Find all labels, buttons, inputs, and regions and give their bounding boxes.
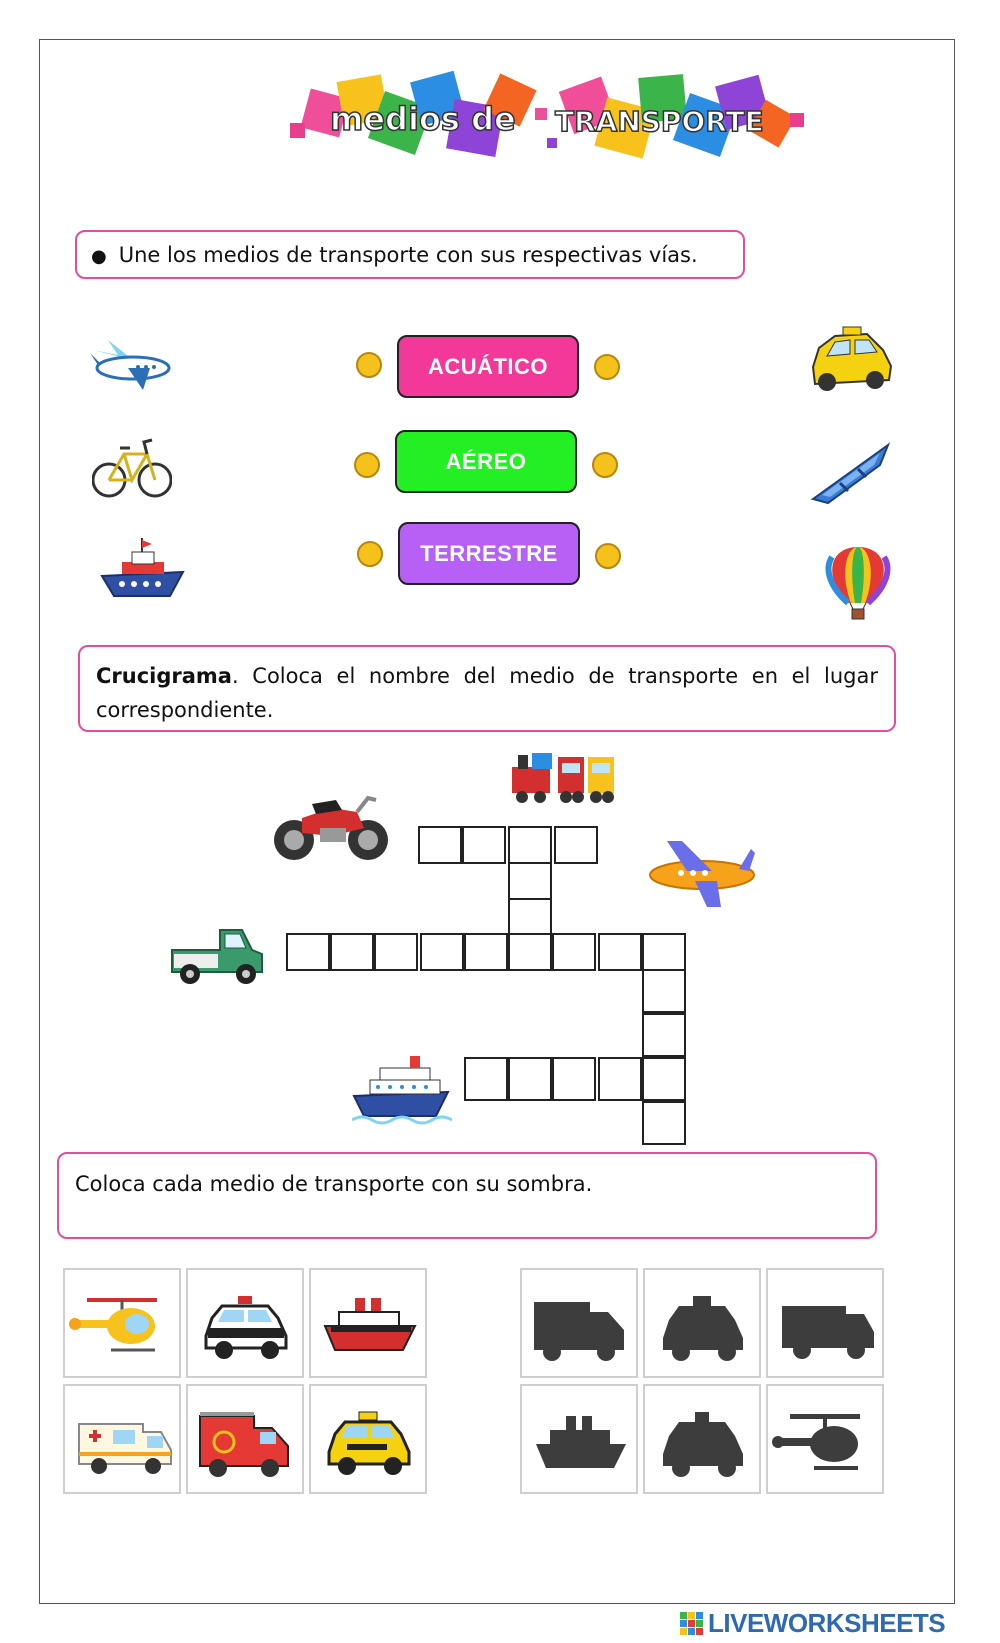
tile-shadow-ship[interactable]: [520, 1384, 638, 1494]
ambulance-icon: [65, 1386, 179, 1492]
helicopter-icon: [65, 1270, 179, 1376]
ship-shadow-icon: [522, 1386, 636, 1492]
train-icon[interactable]: [510, 745, 615, 809]
rowboat-icon[interactable]: [808, 437, 893, 511]
instruction-crossword: [78, 645, 896, 732]
connector-dot-terrestre-right[interactable]: [595, 543, 621, 569]
connector-dot-aereo-right[interactable]: [592, 452, 618, 478]
tile-shadow-ambulance[interactable]: [766, 1268, 884, 1378]
title-banner: [285, 68, 810, 183]
category-aereo-label: AÉREO: [445, 448, 527, 474]
instruction-match: [75, 230, 745, 279]
crossword-cell[interactable]: [508, 826, 552, 864]
ship-icon[interactable]: [100, 538, 185, 607]
cruise-ship-icon[interactable]: [352, 1052, 452, 1131]
police-car-shadow-icon: [645, 1386, 759, 1492]
connector-dot-aereo-left[interactable]: [354, 452, 380, 478]
airplane-icon[interactable]: [88, 335, 173, 399]
title-text-2: TRANSPORTE: [555, 105, 764, 138]
crossword-cell[interactable]: [552, 933, 596, 971]
category-terrestre[interactable]: [398, 522, 580, 585]
motorcycle-icon[interactable]: [272, 778, 392, 872]
pickup-truck-icon[interactable]: [170, 920, 265, 994]
crossword-cell[interactable]: [642, 1013, 686, 1057]
ambulance-shadow-icon: [768, 1270, 882, 1376]
crossword-cell[interactable]: [420, 933, 464, 971]
tile-helicopter[interactable]: [63, 1268, 181, 1378]
fire-truck-icon: [188, 1386, 302, 1492]
tile-shadow-helicopter[interactable]: [766, 1384, 884, 1494]
category-terrestre-label: TERRESTRE: [420, 540, 558, 566]
tile-shadow-police-car[interactable]: [643, 1384, 761, 1494]
connector-dot-acuatico-left[interactable]: [356, 352, 382, 378]
title-text-1: medios de: [330, 100, 516, 138]
helicopter-shadow-icon: [768, 1386, 882, 1492]
crossword-cell[interactable]: [418, 826, 462, 864]
bicycle-icon[interactable]: [92, 432, 172, 506]
crossword-cell[interactable]: [642, 1101, 686, 1145]
tile-ambulance[interactable]: [63, 1384, 181, 1494]
crossword-cell[interactable]: [464, 933, 508, 971]
tile-shadow-fire-truck[interactable]: [520, 1268, 638, 1378]
jet-plane-icon[interactable]: [647, 835, 757, 914]
crossword-label: Crucigrama: [96, 664, 232, 688]
crossword-cell[interactable]: [508, 898, 552, 936]
fire-truck-shadow-icon: [522, 1270, 636, 1376]
crossword-cell[interactable]: [642, 1057, 686, 1101]
crossword-cell[interactable]: [598, 933, 642, 971]
instruction-match-text: Une los medios de transporte con sus respectivas vías.: [118, 243, 698, 267]
tile-police-car[interactable]: [186, 1268, 304, 1378]
crossword-instruction-text: . Coloca el nombre del medio de transporte en el lugar correspondiente.: [96, 664, 878, 722]
hot-air-balloon-icon[interactable]: [818, 545, 898, 629]
crossword-cell[interactable]: [462, 826, 506, 864]
crossword-cell[interactable]: [374, 933, 418, 971]
liveworksheets-logo-icon: [680, 1612, 704, 1636]
instruction-shadows: [57, 1152, 877, 1239]
instruction-shadows-text: Coloca cada medio de transporte con su sombra.: [75, 1172, 593, 1196]
ship-color-icon: [311, 1270, 425, 1376]
crossword-cell[interactable]: [508, 1057, 552, 1101]
crossword-cell[interactable]: [508, 862, 552, 900]
tile-ship[interactable]: [309, 1268, 427, 1378]
bullet: ●: [91, 246, 107, 267]
category-acuatico[interactable]: [397, 335, 579, 398]
liveworksheets-brand: LIVEWORKSHEETS: [708, 1608, 946, 1638]
crossword-cell[interactable]: [330, 933, 374, 971]
tile-taxi[interactable]: [309, 1384, 427, 1494]
connector-dot-terrestre-left[interactable]: [357, 541, 383, 567]
car-shadow-icon: [645, 1270, 759, 1376]
crossword-cell[interactable]: [508, 933, 552, 971]
crossword-cell[interactable]: [598, 1057, 642, 1101]
crossword-cell[interactable]: [642, 933, 686, 971]
police-car-icon: [188, 1270, 302, 1376]
crossword-cell[interactable]: [642, 969, 686, 1013]
taxi-color-icon: [311, 1386, 425, 1492]
tile-fire-truck[interactable]: [186, 1384, 304, 1494]
category-aereo[interactable]: [395, 430, 577, 493]
crossword-cell[interactable]: [552, 1057, 596, 1101]
taxi-icon[interactable]: [805, 322, 895, 401]
crossword-cell[interactable]: [464, 1057, 508, 1101]
crossword-cell[interactable]: [286, 933, 330, 971]
crossword-cell[interactable]: [554, 826, 598, 864]
connector-dot-acuatico-right[interactable]: [594, 354, 620, 380]
category-acuatico-label: ACUÁTICO: [427, 353, 549, 379]
tile-shadow-car[interactable]: [643, 1268, 761, 1378]
liveworksheets-logo[interactable]: [680, 1608, 945, 1639]
